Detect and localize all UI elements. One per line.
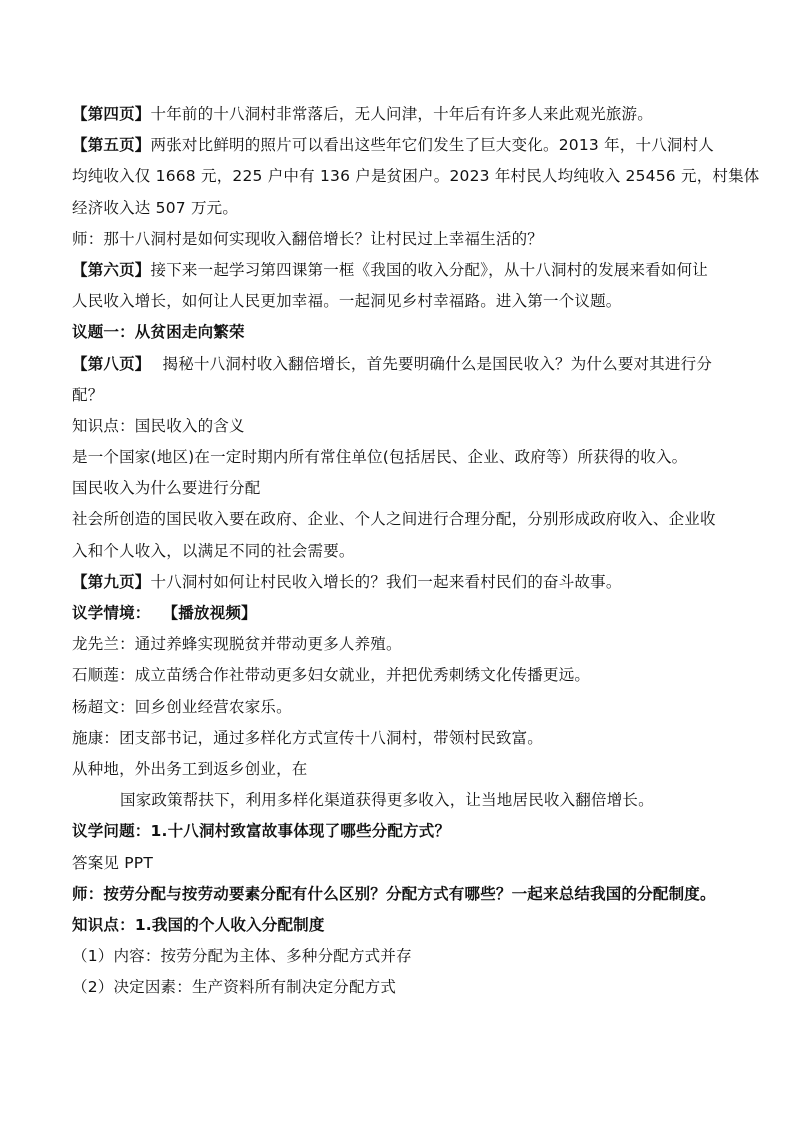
knowledge-point-topic: 1.我国的个人收入分配制度 — [134, 915, 325, 934]
subheading: 国民收入为什么要进行分配 — [72, 479, 261, 498]
page-tag: 【第六页】 — [72, 260, 151, 279]
paragraph-page-6-line-2: 人民收入增长，如何让人民更加幸福。一起洞见乡村幸福路。进入第一个议题。 — [72, 292, 622, 311]
paragraph-text: 十八洞村如何让村民收入增长的？我们一起来看村民们的奋斗故事。 — [150, 572, 622, 591]
paragraph-page-5-line-1 — [72, 130, 722, 161]
knowledge-point-text: 是一个国家(地区)在一定时期内所有常住单位(包括居民、企业、政府等）所获得的收入。 — [72, 448, 688, 467]
paragraph-page-6-line-1 — [72, 255, 722, 286]
list-item-content: （1）内容：按劳分配为主体、多种分配方式并存 — [72, 947, 412, 966]
knowledge-point-label: 知识点： — [72, 915, 135, 934]
villager-story-1: 龙先兰：通过养蜂实现脱贫并带动更多人养殖。 — [72, 635, 402, 654]
knowledge-point-heading — [72, 910, 722, 941]
paragraph-text: 揭秘十八洞村收入翻倍增长，首先要明确什么是国民收入？为什么要对其进行分 — [162, 354, 713, 373]
play-video-tag: 【播放视频】 — [162, 604, 257, 622]
villager-story-4: 施康：团支部书记，通过多样化方式宣传十八洞村，带领村民致富。 — [72, 728, 544, 747]
page-tag: 【第四页】 — [72, 105, 151, 123]
document-page — [72, 99, 760, 1003]
page-tag: 【第八页】 — [72, 354, 151, 373]
knowledge-point-title: 知识点：国民收入的含义 — [72, 416, 245, 435]
paragraph-page-4 — [72, 99, 722, 130]
paragraph-page-9 — [72, 567, 722, 598]
summary-line-2: 国家政策帮扶下，利用多样化渠道获得更多收入，让当地居民收入翻倍增长。 — [120, 791, 654, 810]
scenario-label: 议学情境： — [72, 604, 151, 622]
paragraph-text: 两张对比鲜明的照片可以看出这些年它们发生了巨大变化。2013 年，十八洞村人 — [150, 136, 714, 155]
scenario-line — [72, 598, 722, 629]
paragraph-line: 入和个人收入，以满足不同的社会需要。 — [72, 541, 355, 560]
villager-story-2: 石顺莲：成立苗绣合作社带动更多妇女就业，并把优秀刺绣文化传播更远。 — [72, 666, 591, 685]
paragraph-page-5-line-2: 均纯收入仅 1668 元，225 户中有 136 户是贫困户。2023 年村民人均纯收入 25456 元，村集体 — [72, 167, 760, 186]
teacher-question-2: 师：按劳分配与按劳动要素分配有什么区别？分配方式有哪些？一起来总结我国的分配制度。 — [72, 884, 716, 903]
question-label: 议学问题： — [72, 822, 151, 841]
paragraph-page-8-line-2: 配？ — [72, 385, 104, 404]
discussion-question — [72, 816, 722, 847]
paragraph-page-5-line-3: 经济收入达 507 万元。 — [72, 198, 239, 217]
page-tag: 【第九页】 — [72, 572, 151, 591]
page-tag: 【第五页】 — [72, 136, 151, 155]
topic-heading: 议题一：从贫困走向繁荣 — [72, 323, 245, 342]
villager-story-3: 杨超文：回乡创业经营农家乐。 — [72, 697, 292, 716]
paragraph-page-8-line-1 — [72, 349, 722, 380]
paragraph-text: 十年前的十八洞村非常落后，无人问津，十年后有许多人来此观光旅游。 — [150, 105, 653, 123]
paragraph-line: 社会所创造的国民收入要在政府、企业、个人之间进行合理分配，分别形成政府收入、企业收 — [72, 510, 716, 529]
summary-line-1: 从种地，外出务工到返乡创业，在 — [72, 759, 308, 778]
answer-note: 答案见 PPT — [72, 853, 153, 872]
list-item-factor: （2）决定因素：生产资料所有制决定分配方式 — [72, 978, 397, 997]
paragraph-text: 接下来一起学习第四课第一框《我国的收入分配》，从十八洞村的发展来看如何让 — [150, 260, 708, 279]
teacher-question-1: 师：那十八洞村是如何实现收入翻倍增长？让村民过上幸福生活的？ — [72, 229, 544, 248]
question-text: 1.十八洞村致富故事体现了哪些分配方式？ — [150, 822, 451, 841]
